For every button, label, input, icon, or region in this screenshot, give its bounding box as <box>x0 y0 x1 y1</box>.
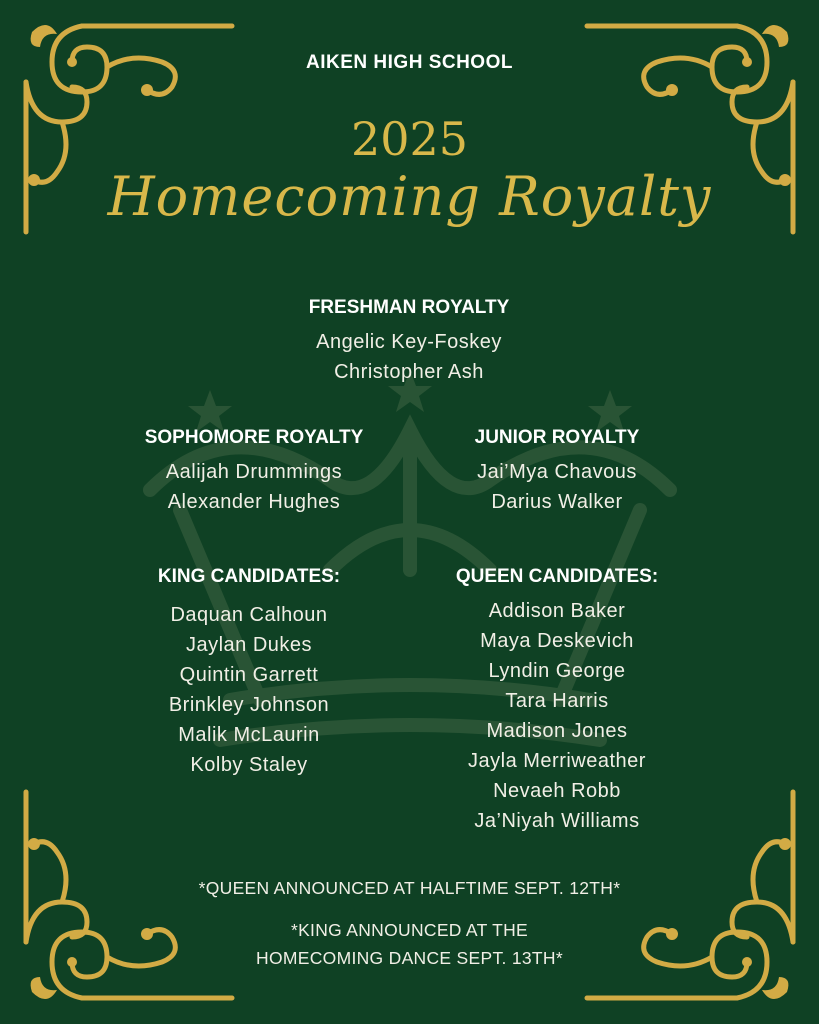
king-candidate: Brinkley Johnson <box>168 694 330 716</box>
queen-candidate: Ja’Niyah Williams <box>474 810 640 832</box>
page-title: Homecoming Royalty <box>107 165 712 228</box>
king-section <box>99 566 399 780</box>
freshman-name: Christopher Ash <box>334 361 484 383</box>
junior-section <box>407 427 707 517</box>
queen-heading: QUEEN CANDIDATES: <box>455 566 659 587</box>
sophomore-name: Alexander Hughes <box>167 491 341 513</box>
freshman-section <box>209 297 609 387</box>
king-announcement-line2: HOMECOMING DANCE SEPT. 13TH* <box>256 948 563 968</box>
king-candidate: Quintin Garrett <box>179 664 319 686</box>
king-announcement-line1: *KING ANNOUNCED AT THE <box>290 920 529 940</box>
king-candidate: Malik McLaurin <box>178 724 320 746</box>
queen-section <box>407 566 707 836</box>
junior-name: Darius Walker <box>491 491 623 513</box>
queen-candidate: Nevaeh Robb <box>493 780 621 802</box>
king-candidate: Daquan Calhoun <box>170 604 328 626</box>
king-heading: KING CANDIDATES: <box>157 566 341 587</box>
freshman-heading: FRESHMAN ROYALTY <box>308 297 510 318</box>
king-candidate: Jaylan Dukes <box>185 634 313 656</box>
school-name: AIKEN HIGH SCHOOL <box>306 52 513 73</box>
sophomore-section <box>104 427 404 517</box>
sophomore-name: Aalijah Drummings <box>165 461 343 483</box>
queen-candidate: Lyndin George <box>488 660 626 682</box>
queen-candidate: Maya Deskevich <box>480 630 634 652</box>
queen-announcement: *QUEEN ANNOUNCED AT HALFTIME SEPT. 12TH* <box>198 878 621 898</box>
king-candidate: Kolby Staley <box>190 754 308 776</box>
queen-candidate: Jayla Merriweather <box>468 750 646 772</box>
junior-name: Jai’Mya Chavous <box>477 461 637 483</box>
year-heading: 2025 <box>350 112 469 166</box>
queen-candidate: Tara Harris <box>505 690 609 712</box>
junior-heading: JUNIOR ROYALTY <box>474 427 640 448</box>
sophomore-heading: SOPHOMORE ROYALTY <box>144 427 364 448</box>
queen-candidate: Addison Baker <box>488 600 626 622</box>
freshman-name: Angelic Key-Foskey <box>316 331 502 353</box>
queen-candidate: Madison Jones <box>486 720 628 742</box>
